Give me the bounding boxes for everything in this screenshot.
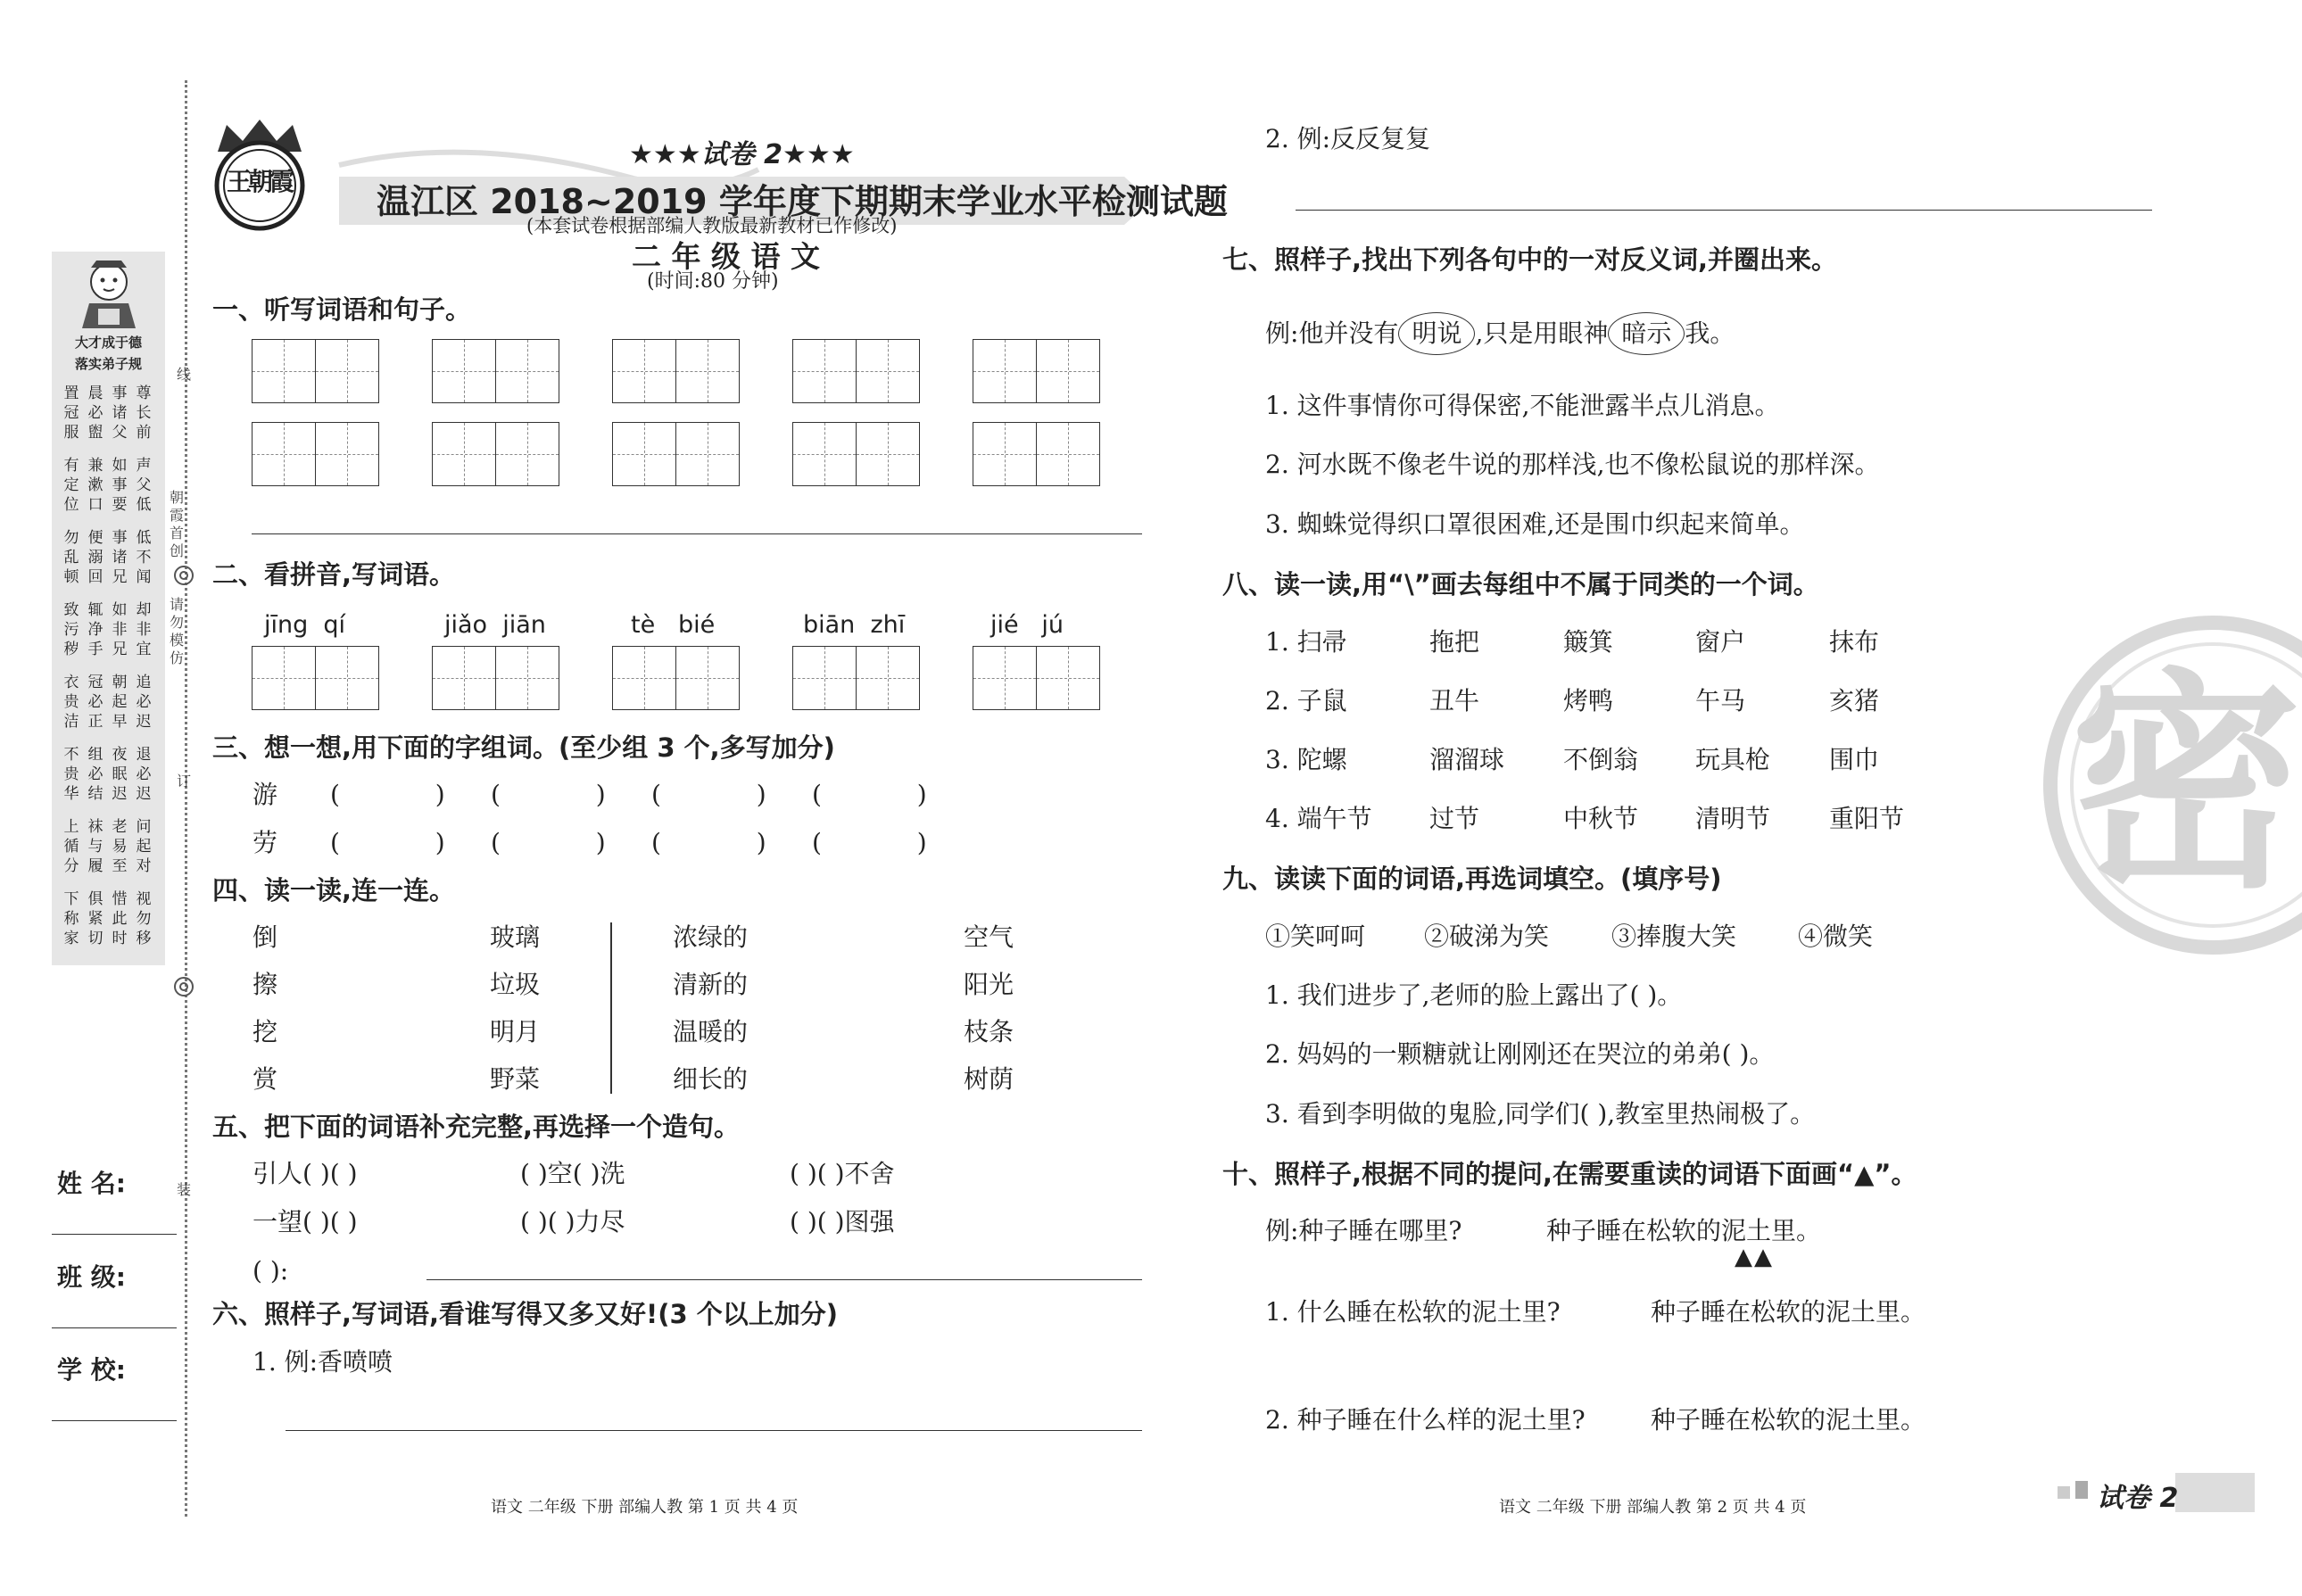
writing-cell[interactable] (676, 647, 739, 709)
sentence-answer-line[interactable] (426, 1279, 1142, 1280)
writing-cell[interactable] (253, 423, 316, 485)
section-6-title: 六、照样子,写词语,看谁写得又多又好!(3 个以上加分) (212, 1299, 839, 1329)
name-field[interactable] (52, 1234, 177, 1235)
writing-cell[interactable] (496, 647, 559, 709)
school-field[interactable] (52, 1420, 177, 1421)
writing-cell[interactable] (857, 340, 919, 402)
section-2-title: 二、看拼音,写词语。 (212, 559, 456, 590)
section-3-title: 三、想一想,用下面的字组词。(至少组 3 个,多写加分) (212, 732, 835, 763)
sidebar-verse: 衣贵洁 (63, 674, 79, 731)
writing-cell[interactable] (253, 340, 316, 402)
tab-square (2075, 1481, 2088, 1499)
writing-cell[interactable] (1037, 647, 1099, 709)
writing-cell[interactable] (793, 647, 857, 709)
sidebar-verse: 晨必盥 (87, 385, 104, 442)
page-1-footer: 语文 二年级 下册 部编人教 第 1 页 共 4 页 (491, 1498, 799, 1517)
fill-item-1[interactable]: 1. 我们进步了,老师的脸上露出了( )。 (1265, 980, 1683, 1010)
matching-item[interactable]: 阳光 (964, 970, 1014, 999)
section-6-example-1: 1. 例:香喷喷 (253, 1347, 393, 1377)
writing-cell[interactable] (793, 340, 857, 402)
writing-cell[interactable] (316, 340, 378, 402)
writing-cell[interactable] (433, 423, 496, 485)
fill-option-2: ②破涕为笑 (1424, 922, 1550, 951)
word-blank[interactable]: ( ) (491, 828, 606, 857)
idiom-2-1[interactable]: 一望( )( ) (253, 1207, 358, 1236)
word-blank[interactable]: ( ) (491, 780, 606, 809)
category-word[interactable]: 丑牛 (1429, 686, 1480, 715)
word-blank[interactable]: ( ) (330, 780, 445, 809)
sidebar-verse: 却非宜 (136, 601, 152, 658)
class-field[interactable] (52, 1327, 177, 1328)
category-word[interactable]: 围巾 (1829, 745, 1880, 774)
pinyin-answer-grid[interactable] (792, 646, 920, 710)
idiom-2-2[interactable]: ( )( )力尽 (520, 1207, 625, 1236)
antonym-circled-1: 明说 (1398, 312, 1475, 355)
sidebar-verse: 事诸父 (112, 385, 128, 442)
category-word[interactable]: 簸箕 (1563, 627, 1614, 657)
category-word[interactable]: 抹布 (1829, 627, 1880, 657)
spiral-icon (172, 975, 195, 998)
paper-tag: ★★★试卷 2★★★ (629, 139, 855, 170)
dictation-grid[interactable] (252, 422, 379, 486)
writing-cell[interactable] (1037, 423, 1099, 485)
stress-answer-1[interactable]: 种子睡在松软的泥土里。 (1651, 1297, 1926, 1327)
matching-item[interactable]: 细长的 (673, 1064, 749, 1094)
sidebar-verse: 下称家 (63, 890, 79, 947)
matching-item[interactable]: 玻璃 (490, 922, 541, 952)
sidebar-verse: 如事要 (112, 457, 128, 514)
writing-cell[interactable] (613, 423, 676, 485)
word-blank[interactable]: ( ) (812, 780, 927, 809)
edge-label-xian: 线 (176, 366, 191, 383)
fill-item-2[interactable]: 2. 妈妈的一颗糖就让刚刚还在哭泣的弟弟( )。 (1265, 1039, 1775, 1069)
sidebar-verse: 低不闻 (136, 529, 152, 586)
exam-title: 温江区 2018~2019 学年度下期期末学业水平检测试题 (377, 182, 1228, 221)
sidebar-verse: 尊长前 (136, 385, 152, 442)
binding-dotted-line (185, 80, 187, 1517)
pinyin-answer-grid[interactable] (973, 646, 1100, 710)
edge-label-ding: 订 (176, 773, 191, 790)
idiom-2-3[interactable]: ( )( )图强 (790, 1207, 895, 1236)
sidebar-verse: 追必迟 (136, 674, 152, 731)
writing-cell[interactable] (613, 340, 676, 402)
stress-question-1: 1. 什么睡在松软的泥土里? (1265, 1297, 1561, 1327)
stress-example-marks: ▲▲ (1735, 1244, 1774, 1270)
category-word[interactable]: 中秋节 (1563, 804, 1639, 833)
word-blank[interactable]: ( ) (651, 828, 766, 857)
edge-label-zhuang: 装 (176, 1181, 191, 1198)
pinyin-label: jiǎo jiān (444, 611, 546, 639)
pinyin-label: jié jú (990, 611, 1064, 639)
sidebar-verse: 夜眠迟 (112, 746, 128, 803)
antonym-example-part-3: 我。 (1685, 318, 1735, 348)
spiral-icon (172, 564, 195, 587)
fill-option-3: ③捧腹大笑 (1611, 922, 1737, 951)
category-word[interactable]: 拖把 (1429, 627, 1480, 657)
antonym-circled-2: 暗示 (1608, 312, 1685, 355)
dictation-grid[interactable] (792, 422, 920, 486)
pinyin-answer-grid[interactable] (612, 646, 740, 710)
sidebar-verse: 事诸兄 (112, 529, 128, 586)
category-word[interactable]: 午马 (1695, 686, 1746, 715)
section-8-title: 八、读一读,用“\”画去每组中不属于同类的一个词。 (1222, 569, 1819, 600)
writing-cell[interactable] (676, 340, 739, 402)
writing-cell[interactable] (676, 423, 739, 485)
sidebar-verse: 朝起早 (112, 674, 128, 731)
edge-label-qingwu: 请勿模仿 (169, 596, 184, 666)
section-4-title: 四、读一读,连一连。 (212, 875, 456, 906)
writing-cell[interactable] (496, 423, 559, 485)
sidebar-verse: 勿乱顿 (63, 529, 79, 586)
writing-cell[interactable] (433, 340, 496, 402)
matching-item[interactable]: 倒 (253, 922, 278, 952)
matching-item[interactable]: 清新的 (673, 970, 749, 999)
sidebar-panel (52, 252, 165, 965)
section-9-title: 九、读读下面的词语,再选词填空。(填序号) (1222, 864, 1722, 894)
pinyin-label: biān zhī (803, 611, 906, 639)
revision-note: (本套试卷根据部编人教版最新教材已作修改) (526, 215, 898, 236)
antonym-item-3[interactable]: 3. 蜘蛛觉得织口罩很困难,还是围巾织起来简单。 (1265, 509, 1805, 539)
antonym-example (1265, 312, 1735, 355)
stress-example-answer: 种子睡在松软的泥土里。 (1546, 1216, 1822, 1245)
brand-logo-text: 王朝霞 (226, 167, 291, 196)
matching-divider (610, 922, 612, 1094)
matching-item[interactable]: 空气 (964, 922, 1014, 952)
fill-option-4: ④微笑 (1798, 922, 1874, 951)
fill-item-3[interactable]: 3. 看到李明做的鬼脸,同学们( ),教室里热闹极了。 (1265, 1099, 1816, 1129)
pinyin-answer-grid[interactable] (432, 646, 559, 710)
sidebar-verse: 不贵华 (63, 746, 79, 803)
word-base-char: 劳 (253, 828, 278, 857)
category-word[interactable]: 不倒翁 (1563, 745, 1639, 774)
word-blank[interactable]: ( ) (812, 828, 927, 857)
antonym-item-2[interactable]: 2. 河水既不像老牛说的那样浅,也不像松鼠说的那样深。 (1265, 450, 1880, 479)
writing-cell[interactable] (973, 340, 1037, 402)
section-6-answer-line-2[interactable] (1296, 210, 2152, 211)
sentence-prompt: ( ): (253, 1256, 289, 1286)
sidebar-verse: 惜此时 (112, 890, 128, 947)
fill-option-1: ①笑呵呵 (1265, 922, 1366, 951)
category-word[interactable]: 溜溜球 (1429, 745, 1505, 774)
school-label: 学 校: (57, 1355, 126, 1385)
sidebar-motto-1: 大才成于德 (74, 335, 142, 351)
writing-cell[interactable] (316, 423, 378, 485)
sidebar-verse: 冠必正 (87, 674, 104, 731)
category-word[interactable]: 3. 陀螺 (1265, 745, 1347, 774)
stress-example-question: 例:种子睡在哪里? (1265, 1216, 1462, 1245)
dictation-grid[interactable] (973, 422, 1100, 486)
category-word[interactable]: 清明节 (1695, 804, 1771, 833)
class-label: 班 级: (57, 1262, 126, 1292)
category-word[interactable]: 亥猪 (1829, 686, 1880, 715)
section-1-title: 一、听写词语和句子。 (212, 294, 472, 325)
idiom-1-2[interactable]: ( )空( )洗 (520, 1159, 625, 1188)
stress-question-2: 2. 种子睡在什么样的泥土里? (1265, 1405, 1586, 1435)
pinyin-answer-grid[interactable] (252, 646, 379, 710)
dictation-grid[interactable] (252, 339, 379, 403)
edge-label-chaoxia: 朝霞首创 (169, 489, 184, 559)
sidebar-verse: 辄净手 (87, 601, 104, 658)
scholar-figure-icon (71, 259, 146, 330)
dictation-grid[interactable] (432, 422, 559, 486)
antonym-item-1[interactable]: 1. 这件事情你可得保密,不能泄露半点儿消息。 (1265, 391, 1780, 420)
sidebar-verse: 退必迟 (136, 746, 152, 803)
sidebar-verse: 组必结 (87, 746, 104, 803)
category-word[interactable]: 重阳节 (1829, 804, 1905, 833)
sidebar-verse: 老易至 (112, 818, 128, 875)
category-word[interactable]: 烤鸭 (1563, 686, 1614, 715)
matching-item[interactable]: 温暖的 (673, 1017, 749, 1046)
writing-cell[interactable] (316, 647, 378, 709)
sidebar-verse: 置冠服 (63, 385, 79, 442)
category-word[interactable]: 4. 端午节 (1265, 804, 1372, 833)
matching-item[interactable]: 浓绿的 (673, 922, 749, 952)
category-word[interactable]: 过节 (1429, 804, 1480, 833)
category-word[interactable]: 玩具枪 (1695, 745, 1771, 774)
writing-cell[interactable] (793, 423, 857, 485)
dictation-grid[interactable] (432, 339, 559, 403)
category-word[interactable]: 2. 子鼠 (1265, 686, 1347, 715)
matching-item[interactable]: 野菜 (490, 1064, 541, 1094)
writing-cell[interactable] (253, 647, 316, 709)
antonym-example-part-1: 例:他并没有 (1265, 318, 1399, 348)
sidebar-verse: 俱紧切 (87, 890, 104, 947)
word-blank[interactable]: ( ) (330, 828, 445, 857)
page-2-footer: 语文 二年级 下册 部编人教 第 2 页 共 4 页 (1499, 1498, 1807, 1517)
sidebar-verse: 袜与履 (87, 818, 104, 875)
sidebar-verse: 便溺回 (87, 529, 104, 586)
paper-tab-label: 试卷 2 (2097, 1483, 2179, 1514)
section-7-title: 七、照样子,找出下列各句中的一对反义词,并圈出来。 (1222, 244, 1838, 275)
matching-item[interactable]: 明月 (490, 1017, 541, 1046)
category-word[interactable]: 窗户 (1695, 627, 1746, 657)
matching-item[interactable]: 枝条 (964, 1017, 1014, 1046)
writing-cell[interactable] (857, 423, 919, 485)
sidebar-verse: 问起对 (136, 818, 152, 875)
dictation-sentence-line[interactable] (252, 533, 1142, 534)
section-5-title: 五、把下面的词语补充完整,再选择一个造句。 (212, 1112, 741, 1142)
category-word[interactable]: 1. 扫帚 (1265, 627, 1347, 657)
writing-cell[interactable] (857, 647, 919, 709)
writing-cell[interactable] (973, 423, 1037, 485)
sidebar-verse: 如非兄 (112, 601, 128, 658)
dictation-grid[interactable] (612, 422, 740, 486)
pinyin-label: jīng qí (264, 611, 346, 639)
word-blank[interactable]: ( ) (651, 780, 766, 809)
dictation-grid[interactable] (792, 339, 920, 403)
exam-time: (时间:80 分钟) (647, 270, 779, 293)
word-base-char: 游 (253, 780, 278, 809)
idiom-1-1[interactable]: 引人( )( ) (253, 1159, 358, 1188)
tab-square (2058, 1486, 2070, 1499)
matching-item[interactable]: 垃圾 (490, 970, 541, 999)
subject-title: 二 年 级 语 文 (632, 239, 820, 274)
writing-cell[interactable] (496, 340, 559, 402)
writing-cell[interactable] (973, 647, 1037, 709)
dictation-grid[interactable] (612, 339, 740, 403)
sidebar-verse: 有定位 (63, 457, 79, 514)
matching-item[interactable]: 挖 (253, 1017, 278, 1046)
pinyin-label: tè bié (631, 611, 716, 639)
section-6-answer-line-1[interactable] (286, 1430, 1142, 1431)
writing-cell[interactable] (433, 647, 496, 709)
stress-answer-2[interactable]: 种子睡在松软的泥土里。 (1651, 1405, 1926, 1435)
sidebar-verse: 兼漱口 (87, 457, 104, 514)
matching-item[interactable]: 赏 (253, 1064, 278, 1094)
writing-cell[interactable] (613, 647, 676, 709)
section-6-example-2: 2. 例:反反复复 (1265, 124, 1431, 153)
name-label: 姓 名: (57, 1169, 126, 1198)
section-10-title: 十、照样子,根据不同的提问,在需要重读的词语下面画“▲”。 (1222, 1159, 1917, 1189)
paper-tab-bg (2175, 1473, 2255, 1512)
sidebar-verse: 致污秽 (63, 601, 79, 658)
matching-item[interactable]: 树荫 (964, 1064, 1014, 1094)
writing-cell[interactable] (1037, 340, 1099, 402)
dictation-grid[interactable] (973, 339, 1100, 403)
sidebar-verse: 上循分 (63, 818, 79, 875)
confidential-seal-glyph: 密 (2070, 650, 2302, 920)
antonym-example-part-2: ,只是用眼神 (1475, 318, 1609, 348)
sidebar-motto-2: 落实弟子规 (74, 356, 142, 372)
sidebar-verse: 声父低 (136, 457, 152, 514)
idiom-1-3[interactable]: ( )( )不舍 (790, 1159, 895, 1188)
matching-item[interactable]: 擦 (253, 970, 278, 999)
sidebar-verse: 视勿移 (136, 890, 152, 947)
